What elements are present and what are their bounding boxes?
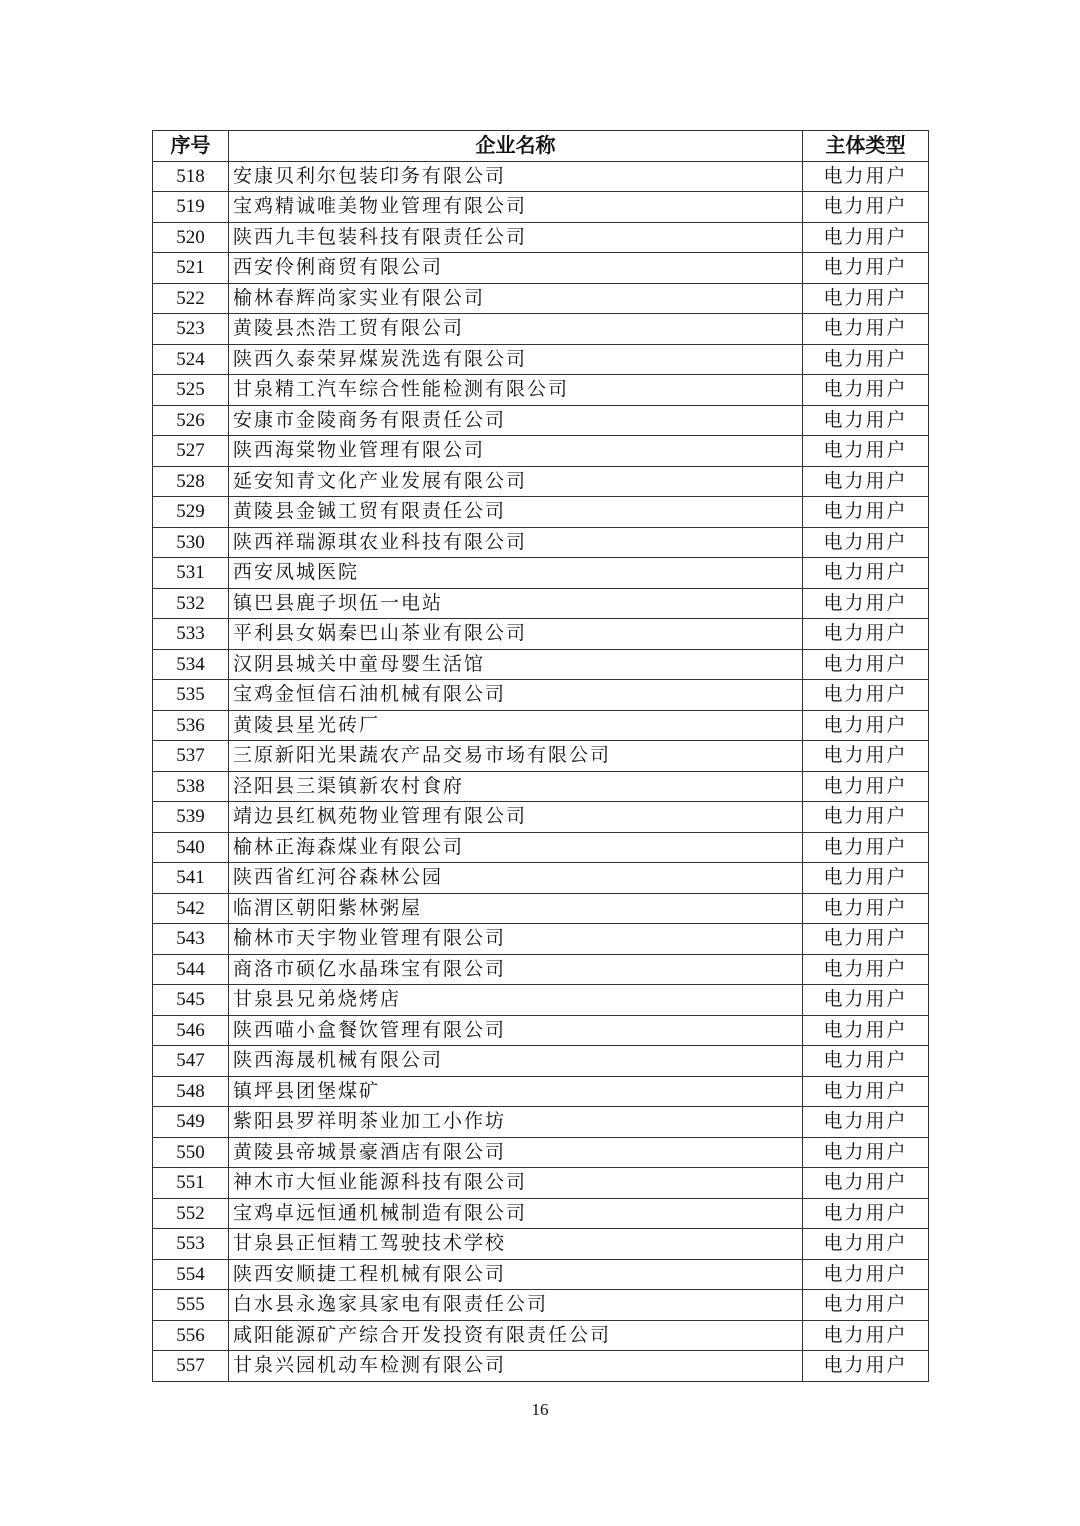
entity-type-cell: 电力用户 <box>803 893 929 924</box>
enterprise-name-cell: 宝鸡卓远恒通机械制造有限公司 <box>229 1198 803 1229</box>
entity-type-cell: 电力用户 <box>803 680 929 711</box>
entity-type-cell: 电力用户 <box>803 619 929 650</box>
table-row <box>153 985 929 1016</box>
table-row <box>153 924 929 955</box>
enterprise-name-cell: 甘泉县正恒精工驾驶技术学校 <box>229 1229 803 1260</box>
header-serial-number: 序号 <box>153 131 229 162</box>
entity-type-cell: 电力用户 <box>803 466 929 497</box>
enterprise-name-cell: 宝鸡精诚唯美物业管理有限公司 <box>229 192 803 223</box>
table-row <box>153 314 929 345</box>
table-row <box>153 1107 929 1138</box>
entity-type-cell: 电力用户 <box>803 985 929 1016</box>
serial-number-cell: 554 <box>153 1259 229 1290</box>
enterprise-name-cell: 榆林正海森煤业有限公司 <box>229 832 803 863</box>
entity-type-cell: 电力用户 <box>803 222 929 253</box>
table-row <box>153 1229 929 1260</box>
serial-number-cell: 531 <box>153 558 229 589</box>
table-row <box>153 466 929 497</box>
table-row <box>153 710 929 741</box>
serial-number-cell: 543 <box>153 924 229 955</box>
enterprise-name-cell: 临渭区朝阳紫林粥屋 <box>229 893 803 924</box>
serial-number-cell: 539 <box>153 802 229 833</box>
entity-type-cell: 电力用户 <box>803 924 929 955</box>
table-row <box>153 222 929 253</box>
enterprise-name-cell: 陕西海棠物业管理有限公司 <box>229 436 803 467</box>
enterprise-name-cell: 陕西省红河谷森林公园 <box>229 863 803 894</box>
entity-type-cell: 电力用户 <box>803 1259 929 1290</box>
enterprise-name-cell: 靖边县红枫苑物业管理有限公司 <box>229 802 803 833</box>
enterprise-name-cell: 陕西祥瑞源琪农业科技有限公司 <box>229 527 803 558</box>
serial-number-cell: 532 <box>153 588 229 619</box>
table-row <box>153 832 929 863</box>
entity-type-cell: 电力用户 <box>803 1351 929 1382</box>
enterprise-name-cell: 西安凤城医院 <box>229 558 803 589</box>
enterprise-name-cell: 镇巴县鹿子坝伍一电站 <box>229 588 803 619</box>
serial-number-cell: 535 <box>153 680 229 711</box>
table-row <box>153 1168 929 1199</box>
serial-number-cell: 526 <box>153 405 229 436</box>
serial-number-cell: 549 <box>153 1107 229 1138</box>
entity-type-cell: 电力用户 <box>803 1168 929 1199</box>
serial-number-cell: 542 <box>153 893 229 924</box>
entity-type-cell: 电力用户 <box>803 192 929 223</box>
table-row <box>153 680 929 711</box>
entity-type-cell: 电力用户 <box>803 588 929 619</box>
serial-number-cell: 537 <box>153 741 229 772</box>
table-row <box>153 405 929 436</box>
enterprise-name-cell: 延安知青文化产业发展有限公司 <box>229 466 803 497</box>
table-row <box>153 161 929 192</box>
entity-type-cell: 电力用户 <box>803 802 929 833</box>
entity-type-cell: 电力用户 <box>803 253 929 284</box>
serial-number-cell: 519 <box>153 192 229 223</box>
entity-type-cell: 电力用户 <box>803 344 929 375</box>
table-header-row <box>153 131 929 162</box>
table-row <box>153 436 929 467</box>
table-row <box>153 558 929 589</box>
table-row <box>153 1137 929 1168</box>
entity-type-cell: 电力用户 <box>803 527 929 558</box>
enterprise-name-cell: 陕西海晟机械有限公司 <box>229 1046 803 1077</box>
enterprise-name-cell: 陕西九丰包装科技有限责任公司 <box>229 222 803 253</box>
enterprise-name-cell: 榆林市天宇物业管理有限公司 <box>229 924 803 955</box>
serial-number-cell: 545 <box>153 985 229 1016</box>
enterprise-name-cell: 三原新阳光果蔬农产品交易市场有限公司 <box>229 741 803 772</box>
table-row <box>153 375 929 406</box>
enterprise-name-cell: 榆林春辉尚家实业有限公司 <box>229 283 803 314</box>
table-row <box>153 1015 929 1046</box>
entity-type-cell: 电力用户 <box>803 1046 929 1077</box>
table-row <box>153 741 929 772</box>
table-row <box>153 893 929 924</box>
enterprise-name-cell: 黄陵县星光砖厂 <box>229 710 803 741</box>
enterprise-name-cell: 白水县永逸家具家电有限责任公司 <box>229 1290 803 1321</box>
table-row <box>153 1046 929 1077</box>
entity-type-cell: 电力用户 <box>803 1137 929 1168</box>
enterprise-name-cell: 宝鸡金恒信石油机械有限公司 <box>229 680 803 711</box>
table-row <box>153 1320 929 1351</box>
table-row <box>153 649 929 680</box>
enterprise-name-cell: 镇坪县团堡煤矿 <box>229 1076 803 1107</box>
serial-number-cell: 536 <box>153 710 229 741</box>
enterprise-name-cell: 黄陵县帝城景豪酒店有限公司 <box>229 1137 803 1168</box>
page-number: 16 <box>531 1400 549 1419</box>
entity-type-cell: 电力用户 <box>803 558 929 589</box>
entity-type-cell: 电力用户 <box>803 161 929 192</box>
serial-number-cell: 529 <box>153 497 229 528</box>
table-row <box>153 771 929 802</box>
enterprise-name-cell: 紫阳县罗祥明茶业加工小作坊 <box>229 1107 803 1138</box>
serial-number-cell: 546 <box>153 1015 229 1046</box>
entity-type-cell: 电力用户 <box>803 375 929 406</box>
serial-number-cell: 520 <box>153 222 229 253</box>
table-body <box>153 161 929 1381</box>
enterprise-name-cell: 西安伶俐商贸有限公司 <box>229 253 803 284</box>
entity-type-cell: 电力用户 <box>803 863 929 894</box>
entity-type-cell: 电力用户 <box>803 1320 929 1351</box>
table-row <box>153 344 929 375</box>
entity-type-cell: 电力用户 <box>803 649 929 680</box>
enterprise-name-cell: 安康贝利尔包装印务有限公司 <box>229 161 803 192</box>
serial-number-cell: 555 <box>153 1290 229 1321</box>
entity-type-cell: 电力用户 <box>803 497 929 528</box>
enterprise-name-cell: 咸阳能源矿产综合开发投资有限责任公司 <box>229 1320 803 1351</box>
table-row <box>153 619 929 650</box>
entity-type-cell: 电力用户 <box>803 771 929 802</box>
enterprise-name-cell: 平利县女娲秦巴山茶业有限公司 <box>229 619 803 650</box>
entity-type-cell: 电力用户 <box>803 954 929 985</box>
serial-number-cell: 518 <box>153 161 229 192</box>
serial-number-cell: 556 <box>153 1320 229 1351</box>
enterprise-name-cell: 黄陵县金铖工贸有限责任公司 <box>229 497 803 528</box>
table-row <box>153 588 929 619</box>
enterprise-name-cell: 陕西喵小盒餐饮管理有限公司 <box>229 1015 803 1046</box>
serial-number-cell: 548 <box>153 1076 229 1107</box>
serial-number-cell: 533 <box>153 619 229 650</box>
table-row <box>153 527 929 558</box>
entity-type-cell: 电力用户 <box>803 405 929 436</box>
serial-number-cell: 541 <box>153 863 229 894</box>
enterprise-name-cell: 泾阳县三渠镇新农村食府 <box>229 771 803 802</box>
table-row <box>153 192 929 223</box>
serial-number-cell: 525 <box>153 375 229 406</box>
enterprise-name-cell: 汉阴县城关中童母婴生活馆 <box>229 649 803 680</box>
entity-type-cell: 电力用户 <box>803 283 929 314</box>
entity-type-cell: 电力用户 <box>803 1107 929 1138</box>
serial-number-cell: 538 <box>153 771 229 802</box>
serial-number-cell: 524 <box>153 344 229 375</box>
table-row <box>153 863 929 894</box>
enterprise-name-cell: 商洛市硕亿水晶珠宝有限公司 <box>229 954 803 985</box>
table-row <box>153 1198 929 1229</box>
serial-number-cell: 544 <box>153 954 229 985</box>
enterprise-table <box>152 130 929 1382</box>
entity-type-cell: 电力用户 <box>803 1290 929 1321</box>
table-row <box>153 283 929 314</box>
enterprise-name-cell: 陕西久泰荣昇煤炭洗选有限公司 <box>229 344 803 375</box>
serial-number-cell: 547 <box>153 1046 229 1077</box>
table-row <box>153 954 929 985</box>
table-row <box>153 497 929 528</box>
serial-number-cell: 522 <box>153 283 229 314</box>
serial-number-cell: 530 <box>153 527 229 558</box>
entity-type-cell: 电力用户 <box>803 832 929 863</box>
serial-number-cell: 528 <box>153 466 229 497</box>
entity-type-cell: 电力用户 <box>803 436 929 467</box>
entity-type-cell: 电力用户 <box>803 710 929 741</box>
enterprise-name-cell: 陕西安顺捷工程机械有限公司 <box>229 1259 803 1290</box>
serial-number-cell: 523 <box>153 314 229 345</box>
enterprise-name-cell: 黄陵县杰浩工贸有限公司 <box>229 314 803 345</box>
entity-type-cell: 电力用户 <box>803 1076 929 1107</box>
entity-type-cell: 电力用户 <box>803 1198 929 1229</box>
header-enterprise-name: 企业名称 <box>229 131 803 162</box>
enterprise-name-cell: 安康市金陵商务有限责任公司 <box>229 405 803 436</box>
table-row <box>153 1259 929 1290</box>
serial-number-cell: 540 <box>153 832 229 863</box>
table-row <box>153 802 929 833</box>
table-row <box>153 1351 929 1382</box>
entity-type-cell: 电力用户 <box>803 1229 929 1260</box>
table-row <box>153 253 929 284</box>
enterprise-name-cell: 神木市大恒业能源科技有限公司 <box>229 1168 803 1199</box>
table-row <box>153 1076 929 1107</box>
enterprise-name-cell: 甘泉县兄弟烧烤店 <box>229 985 803 1016</box>
entity-type-cell: 电力用户 <box>803 314 929 345</box>
serial-number-cell: 527 <box>153 436 229 467</box>
serial-number-cell: 551 <box>153 1168 229 1199</box>
serial-number-cell: 521 <box>153 253 229 284</box>
serial-number-cell: 550 <box>153 1137 229 1168</box>
serial-number-cell: 557 <box>153 1351 229 1382</box>
serial-number-cell: 553 <box>153 1229 229 1260</box>
serial-number-cell: 552 <box>153 1198 229 1229</box>
serial-number-cell: 534 <box>153 649 229 680</box>
enterprise-name-cell: 甘泉兴园机动车检测有限公司 <box>229 1351 803 1382</box>
entity-type-cell: 电力用户 <box>803 741 929 772</box>
table-row <box>153 1290 929 1321</box>
enterprise-name-cell: 甘泉精工汽车综合性能检测有限公司 <box>229 375 803 406</box>
header-entity-type: 主体类型 <box>803 131 929 162</box>
entity-type-cell: 电力用户 <box>803 1015 929 1046</box>
